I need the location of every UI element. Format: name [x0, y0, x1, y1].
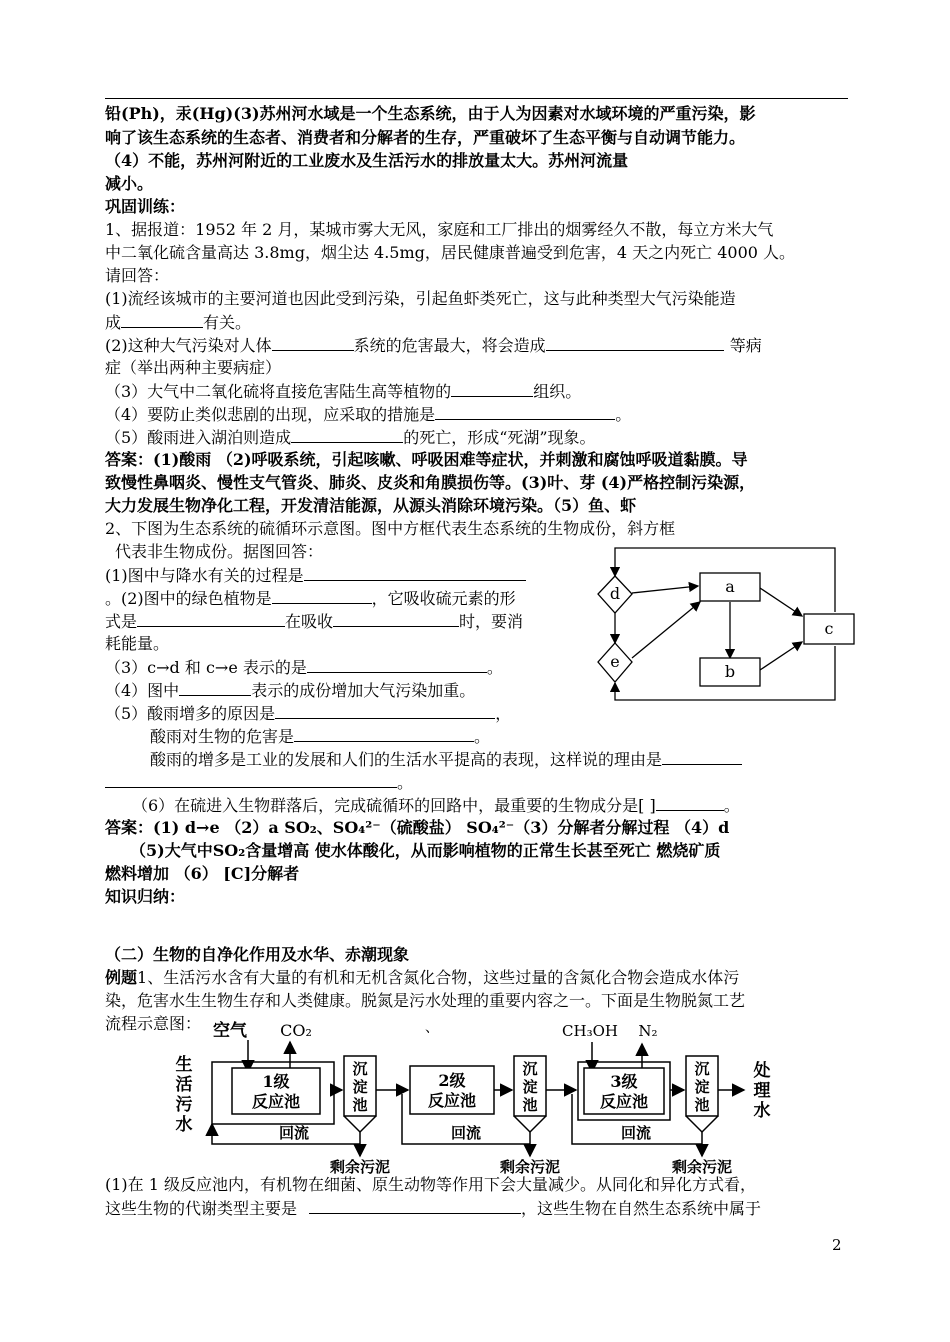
output-c3: 水 [753, 1101, 771, 1121]
q2-part1-pre: (1)图中与降水有关的过程是 [105, 566, 304, 585]
q2-intro-2: 代表非生物成份。据图回答： [115, 542, 324, 561]
q1-part4 [105, 403, 850, 426]
q2-part1 [105, 564, 585, 587]
arrow-a-to-c [760, 588, 802, 616]
tank2-line1: 2级 [438, 1071, 466, 1090]
q2-part4-post: 表示的成份增加大气污染加重。 [251, 681, 476, 700]
q1-part1: (1)流经该城市的主要河道也因此受到污染，引起鱼虾类死亡，这与此种类型大气污染能造 [105, 289, 736, 308]
header-line-3: （4）不能，苏州河附近的工业废水及生活污水的排放量太大。苏州河流量 [105, 151, 629, 170]
q2-intro-1: 2、下图为生态系统的硫循环示意图。图中方框代表生态系统的生物成份，斜方框 [105, 519, 676, 538]
q2-part2-pre: 。(2)图中的绿色植物是 [105, 589, 272, 608]
q1-text-1: 1、据报道：1952 年 2 月，某城市雾大无风，家庭和工厂排出的烟雾经久不散，每立方米大气 [105, 220, 774, 239]
ch3oh-label: CH₃OH [562, 1022, 618, 1040]
q2-part2-form-post: 时，要消 [459, 612, 524, 631]
q1-part2-cont: 症（举出两种主要病症） [105, 358, 282, 377]
q1-text-3: 请回答： [105, 266, 170, 285]
settle3-c1: 沉 [694, 1060, 710, 1078]
answer-blank[interactable] [333, 610, 459, 627]
tank3-line1: 3级 [610, 1072, 638, 1091]
q1-answer-2: 致慢性鼻咽炎、慢性支气管炎、肺炎、皮炎和角膜损伤等。(3)叶、芽 (4)严格控制污染源， [105, 473, 756, 492]
answer-blank[interactable] [137, 610, 285, 627]
return-label-2: 回流 [450, 1124, 482, 1142]
q2-part5-reason-end: 。 [397, 773, 414, 792]
q2-part5-harm-pre: 酸雨对生物的危害是 [150, 727, 295, 746]
q1-answer-3: 大力发展生物净化工程，开发清洁能源，从源头消除环境污染。（5）鱼、虾 [105, 496, 637, 515]
input-char-1: 生 [175, 1055, 193, 1075]
q2-part3 [105, 656, 585, 679]
label-d: d [609, 584, 621, 603]
answer-blank[interactable] [546, 334, 724, 351]
settle3-c2: 淀 [694, 1078, 710, 1096]
section2-heading: （二）生物的自净化作用及水华、赤潮现象 [105, 945, 410, 964]
q1-part2-pre: (2)这种大气污染对人体 [105, 336, 272, 355]
settle2-c3: 池 [522, 1096, 538, 1114]
answer-blank[interactable] [307, 656, 487, 673]
practice-heading: 巩固训练： [105, 197, 186, 216]
q1-part4-pre: （4）要防止类似悲剧的出现，应采取的措施是 [105, 405, 436, 424]
q1-part1-post: 有关。 [203, 313, 252, 332]
answer-blank[interactable] [105, 771, 397, 788]
answer-blank[interactable] [275, 702, 495, 719]
n2-label: N₂ [638, 1022, 658, 1040]
q2-part4-pre: （4）图中 [105, 681, 180, 700]
q2-part6 [132, 794, 877, 817]
tank1-line1: 1级 [262, 1072, 290, 1091]
sludge-label-2: 剩余污泥 [499, 1158, 561, 1176]
q1-answer-1: 答案：(1)酸雨 （2)呼吸系统，引起咳嗽、呼吸困难等症状，并刺激和腐蚀呼吸道黏膜。导 [105, 450, 748, 469]
answer-blank[interactable] [662, 748, 742, 765]
q2-part5-pre: （5）酸雨增多的原因是 [105, 704, 276, 723]
q2-part5-reason [150, 748, 850, 771]
tank2-line2: 反应池 [427, 1091, 477, 1110]
sulfur-cycle-diagram [590, 540, 860, 710]
q2-part5-harm [150, 725, 590, 748]
answer-blank[interactable] [121, 311, 203, 328]
q2-part2-form-mid: 在吸收 [285, 612, 334, 631]
sludge-label-3: 剩余污泥 [671, 1158, 733, 1176]
example1-line3: 流程示意图： [105, 1014, 202, 1033]
q2-part5-reason-text: 酸雨的增多是工业的发展和人们的生活水平提高的表现，这样说的理由是 [150, 750, 663, 769]
q2-answer-3: 燃料增加 （6） [C]分解者 [105, 864, 300, 883]
stray-mark: 、 [425, 1020, 439, 1036]
settle1-cone [344, 1116, 376, 1132]
answer-blank[interactable] [451, 380, 533, 397]
q1-part5 [105, 426, 850, 449]
q1-part2-post: 等病 [729, 336, 762, 355]
q1-part4-post: 。 [615, 405, 632, 424]
label-a: a [725, 577, 735, 596]
label-e: e [610, 652, 620, 671]
summary-heading: 知识归纳： [105, 887, 186, 906]
settle1-c3: 池 [352, 1096, 368, 1114]
q2-part2-end: 耗能量。 [105, 634, 170, 653]
page-number: 2 [832, 1236, 842, 1254]
input-char-2: 活 [175, 1075, 193, 1095]
arrow-b-to-c [760, 642, 802, 670]
q2-part3-pre: （3）c→d 和 c→e 表示的是 [105, 658, 307, 677]
settle2-cone [514, 1116, 546, 1132]
settle1-c1: 沉 [352, 1060, 368, 1078]
q2-part2-post: ，它吸收硫元素的形 [371, 589, 516, 608]
answer-blank[interactable] [272, 587, 372, 604]
answer-blank[interactable] [435, 403, 615, 420]
settle2-c2: 淀 [522, 1078, 538, 1096]
tank1-line2: 反应池 [251, 1092, 301, 1111]
example1-q1-post: ，这些生物在自然生态系统中属于 [521, 1199, 762, 1218]
q1-part2 [105, 334, 850, 357]
header-line-1: 铅(Ph)，汞(Hg)(3)苏州河水域是一个生态系统，由于人为因素对水域环境的严重污染，影 [105, 104, 756, 123]
answer-blank[interactable] [294, 725, 474, 742]
q2-part3-post: 。 [486, 658, 503, 677]
denitrification-flow-diagram [170, 1010, 790, 1185]
q1-part3-pre: （3）大气中二氧化硫将直接危害陆生高等植物的 [105, 382, 452, 401]
settle2-c1: 沉 [522, 1060, 538, 1078]
answer-blank[interactable] [309, 1197, 521, 1214]
settle3-c3: 池 [694, 1096, 710, 1114]
example1-q1-cont [105, 1197, 850, 1220]
q2-part2-form-pre: 式是 [105, 612, 138, 631]
q2-answer-2: （5)大气中SO₂含量增高 使水体酸化，从而影响植物的正常生长甚至死亡 燃烧矿质 [130, 841, 721, 860]
input-char-4: 水 [175, 1115, 193, 1135]
q1-text-2: 中二氧化硫含量高达 3.8mg，烟尘达 4.5mg，居民健康普遍受到危害，4 天之内死亡 4000 人。 [105, 243, 796, 262]
settle3-cone [686, 1116, 718, 1132]
sludge-label-1: 剩余污泥 [329, 1158, 391, 1176]
example1-line2: 染，危害水生生物生存和人类健康。脱氮是污水处理的重要内容之一。下面是生物脱氮工艺 [105, 991, 746, 1010]
co2-label: CO₂ [280, 1021, 312, 1040]
example1-text: 1、生活污水含有大量的有机和无机含氮化合物，这些过量的含氮化合物会造成水体污 [137, 968, 740, 987]
q2-part6-post: 。 [723, 796, 740, 815]
example1-q1-pre: 这些生物的代谢类型主要是 [105, 1199, 298, 1218]
tank3-line2: 反应池 [599, 1092, 649, 1111]
header-line-4: 减小。 [105, 174, 154, 193]
example1-label: 例题 [105, 968, 138, 987]
q2-part4 [105, 679, 585, 702]
arrow-d-to-a [632, 586, 698, 593]
header-rule [105, 98, 848, 99]
header-line-2: 响了该生态系统的生态者、消费者和分解者的生存，严重破坏了生态平衡与自动调节能力。 [105, 128, 746, 147]
q1-part3 [105, 380, 850, 403]
answer-blank[interactable] [272, 334, 354, 351]
output-c1: 处 [753, 1061, 771, 1081]
q2-part5-harm-post: 。 [474, 727, 491, 746]
q1-part1-cont [105, 311, 850, 334]
answer-blank[interactable] [304, 564, 526, 581]
label-c: c [824, 619, 834, 638]
q2-answer-1: 答案：(1) d→e （2）a SO₂、SO₄²⁻（硫酸盐） SO₄²⁻（3）分解者分解过程 （4）d [105, 818, 730, 837]
answer-blank[interactable] [179, 679, 251, 696]
q2-part5 [105, 702, 585, 725]
output-c2: 理 [753, 1081, 771, 1101]
answer-blank[interactable] [656, 794, 724, 811]
answer-blank[interactable] [291, 426, 403, 443]
q1-part5-post: 的死亡，形成“死湖”现象。 [403, 428, 596, 447]
q1-part2-mid: 系统的危害最大，将会造成 [353, 336, 546, 355]
label-b: b [724, 662, 736, 681]
q1-part1-pre: 成 [105, 313, 122, 332]
q2-part6-pre: （6）在硫进入生物群落后，完成硫循环的回路中，最重要的生物成分是[ ] [132, 796, 656, 815]
arrow-e-to-a [632, 602, 700, 658]
q2-part2-cont [105, 610, 585, 633]
settle1-c2: 淀 [352, 1078, 368, 1096]
q2-part5-post: ， [495, 704, 512, 723]
q2-part5-reason-cont [105, 771, 850, 794]
q1-part5-pre: （5）酸雨进入湖泊则造成 [105, 428, 292, 447]
example1-line1 [105, 967, 850, 989]
example1-q1: (1)在 1 级反应池内，有机物在细菌、原生动物等作用下会大量减少。从同化和异化方式看， [105, 1175, 757, 1194]
return-label-1: 回流 [278, 1124, 310, 1142]
q2-part2 [105, 587, 585, 610]
input-char-3: 污 [175, 1095, 193, 1115]
q1-part3-post: 组织。 [533, 382, 582, 401]
air-label: 空气 [213, 1021, 247, 1041]
return-label-3: 回流 [620, 1124, 652, 1142]
